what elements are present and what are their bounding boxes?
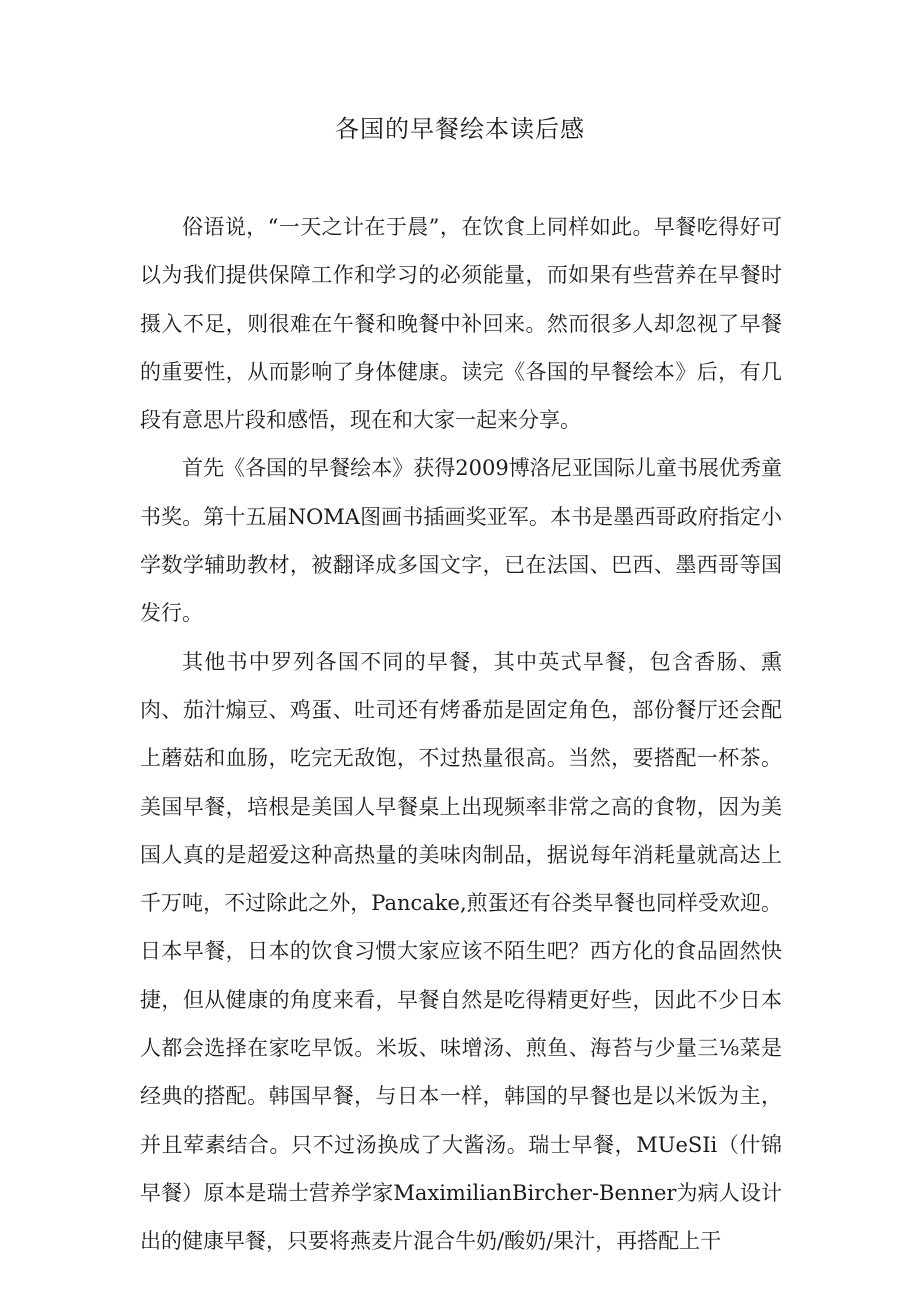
paragraph-intro: 俗语说，“一天之计在于晨”，在饮食上同样如此。早餐吃得好可以为我们提供保障工作和学习的必须能量，而如果有些营养在早餐时摄入不足，则很难在午餐和晚餐中补回来。然而很多人却忽视了早餐的重要性，从而影响了身体健康。读完《各国的早餐绘本》后，有几段有意思片段和感悟，现在和大家一起来分享。 [140, 215, 782, 433]
paragraph-awards: 首先《各国的早餐绘本》获得2009博洛尼亚国际儿童书展优秀童书奖。第十五届NOMA图画书插画奖亚军。本书是墨西哥政府指定小学数学辅助教材，被翻译成多国文字，已在法国、巴西、墨西哥等国发行。 [140, 456, 782, 626]
paragraph-breakfasts: 其他书中罗列各国不同的早餐，其中英式早餐，包含香肠、熏肉、茄汁煽豆、鸡蛋、吐司还有烤番茄是固定角色，部份餐厅还会配上蘑菇和血肠，吃完无敌饱，不过热量很高。当然，要搭配一杯茶。美国早餐，培根是美国人早餐桌上出现频率非常之高的食物，因为美国人真的是超爱这种高热量的美味肉制品，据说每年消耗量就高达上千万吨，不过除此之外，Pancake,煎蛋还有谷类早餐也同样受欢迎。日本早餐，日本的饮食习惯大家应该不陌生吧？西方化的食品固然快捷，但从健康的角度来看，早餐自然是吃得精更好些，因此不少日本人都会选择在家吃早饭。米坂、味增汤、煎鱼、海苔与少量三⅛菜是经典的搭配。韩国早餐，与日本一样，韩国的早餐也是以米饭为主，并且荤素结合。只不过汤换成了大酱汤。瑞士早餐，MUeSIi（什锦早餐）原本是瑞士营养学家MaximilianBircher-Benner为病人设计出的健康早餐，只要将燕麦片混合牛奶/酸奶/果汁，再搭配上干 [140, 649, 782, 1254]
document-title: 各国的早餐绘本读后感 [335, 115, 585, 143]
document-body [140, 203, 782, 1266]
